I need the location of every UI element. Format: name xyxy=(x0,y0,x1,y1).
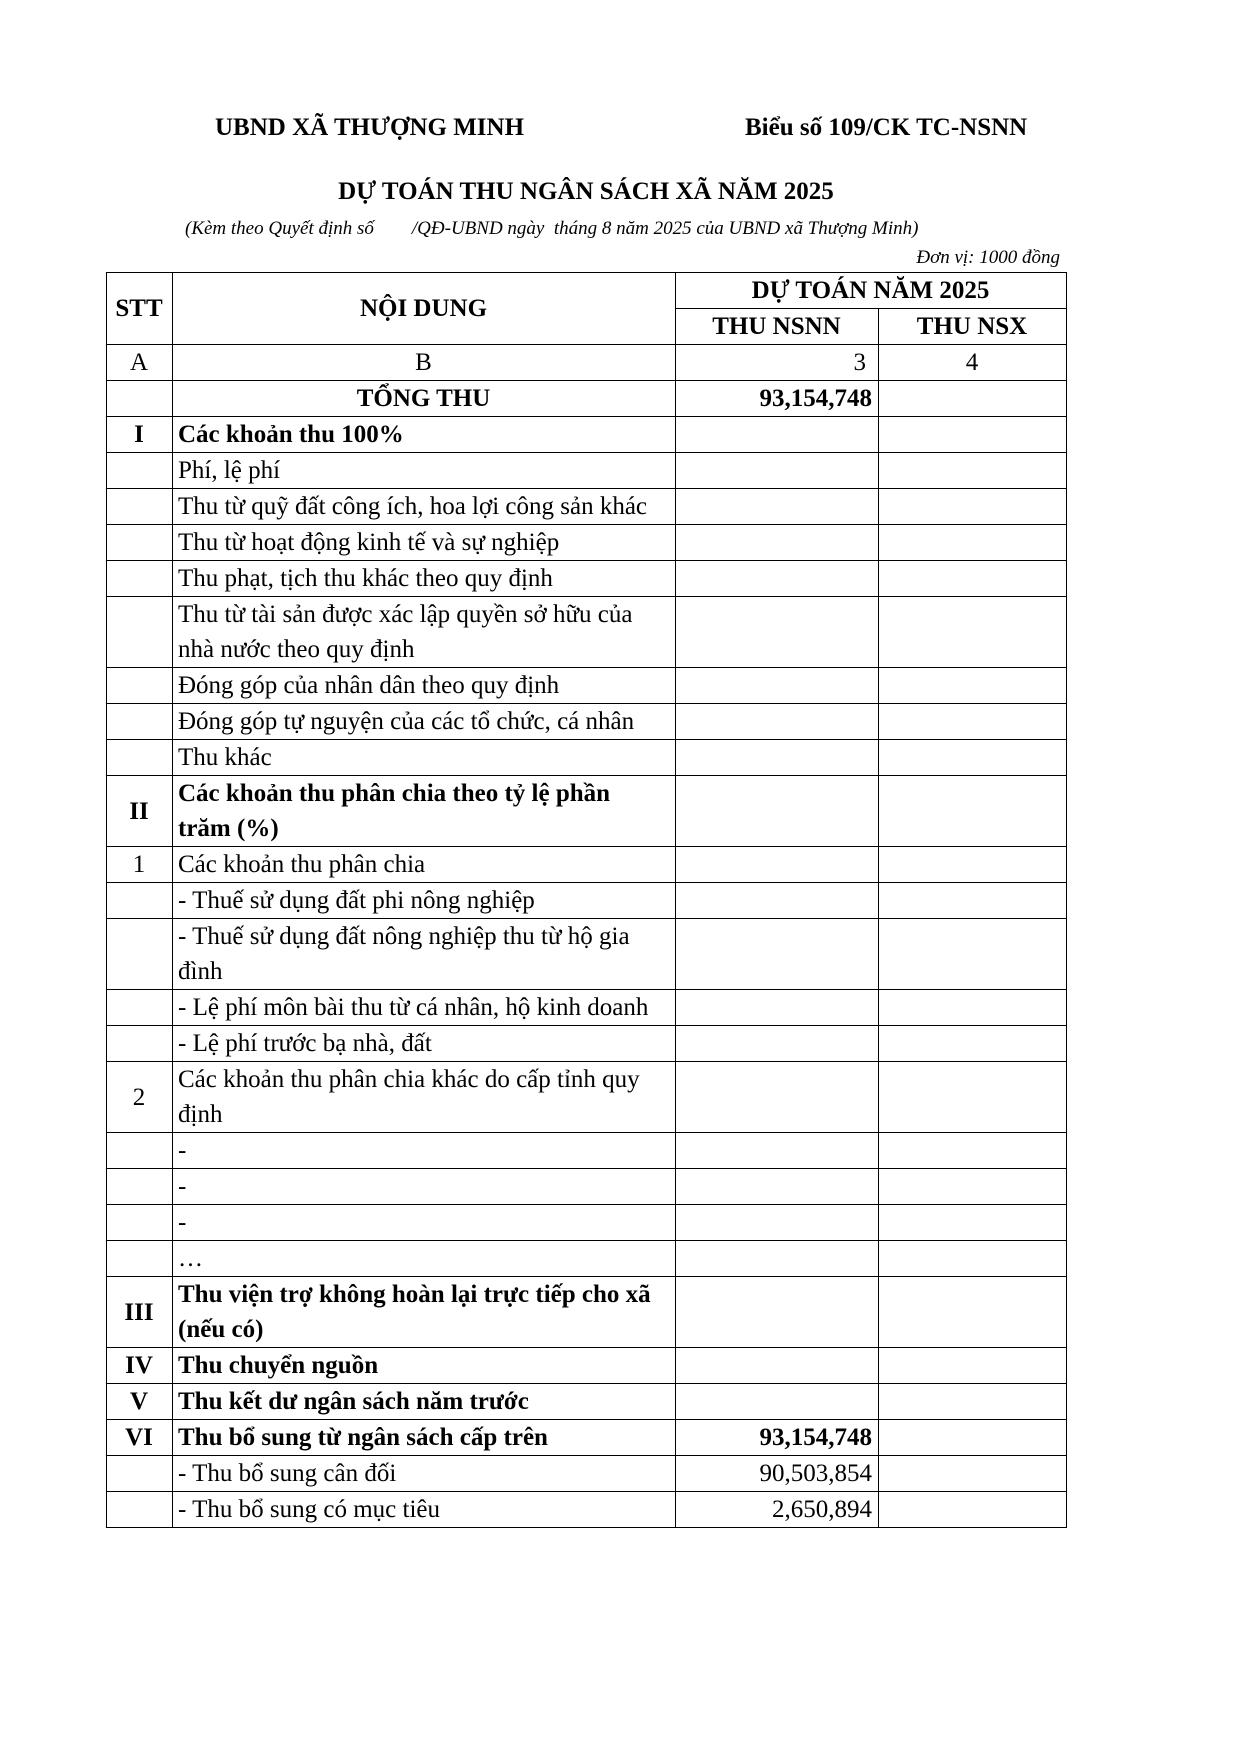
row-content: - Lệ phí trước bạ nhà, đất xyxy=(173,1026,676,1062)
row-thu-nsx xyxy=(879,561,1067,597)
row-stt: 1 xyxy=(107,847,173,883)
table-row xyxy=(107,489,1067,525)
row-content: Thu bổ sung từ ngân sách cấp trên xyxy=(173,1420,676,1456)
form-number: Biểu số 109/CK TC-NSNN xyxy=(745,114,1028,141)
header-stt: STT xyxy=(107,273,173,345)
table-row xyxy=(107,919,1067,990)
table-row xyxy=(107,1348,1067,1384)
row-stt xyxy=(107,1205,173,1241)
table-row xyxy=(107,381,1067,417)
row-content: Phí, lệ phí xyxy=(173,453,676,489)
row-thu-nsx xyxy=(879,704,1067,740)
row-stt xyxy=(107,1133,173,1169)
header-thu-nsx: THU NSX xyxy=(879,309,1067,345)
row-thu-nsnn xyxy=(676,990,879,1026)
row-stt: II xyxy=(107,776,173,847)
row-thu-nsnn xyxy=(676,668,879,704)
row-thu-nsx xyxy=(879,668,1067,704)
table-row xyxy=(107,453,1067,489)
row-thu-nsx xyxy=(879,1026,1067,1062)
row-thu-nsx xyxy=(879,1062,1067,1133)
table-row xyxy=(107,704,1067,740)
row-stt xyxy=(107,453,173,489)
row-stt: 2 xyxy=(107,1062,173,1133)
row-thu-nsx xyxy=(879,597,1067,668)
row-content: … xyxy=(173,1241,676,1277)
row-thu-nsnn xyxy=(676,1348,879,1384)
table-row xyxy=(107,1169,1067,1205)
table-row xyxy=(107,1241,1067,1277)
table-row xyxy=(107,1026,1067,1062)
header-estimate: DỰ TOÁN NĂM 2025 xyxy=(676,273,1067,309)
row-thu-nsnn xyxy=(676,740,879,776)
row-stt: III xyxy=(107,1277,173,1348)
row-thu-nsnn xyxy=(676,847,879,883)
row-content: Các khoản thu phân chia theo tỷ lệ phần trăm (%) xyxy=(173,776,676,847)
row-content: Thu kết dư ngân sách năm trước xyxy=(173,1384,676,1420)
index-b: B xyxy=(173,345,676,381)
row-thu-nsx xyxy=(879,776,1067,847)
table-row xyxy=(107,525,1067,561)
table-row xyxy=(107,1133,1067,1169)
table-row xyxy=(107,561,1067,597)
row-stt xyxy=(107,561,173,597)
table-row xyxy=(107,1492,1067,1528)
row-thu-nsnn xyxy=(676,776,879,847)
row-thu-nsnn xyxy=(676,1241,879,1277)
budget-table xyxy=(106,272,1067,1528)
row-thu-nsx xyxy=(879,453,1067,489)
row-thu-nsx xyxy=(879,883,1067,919)
row-stt: VI xyxy=(107,1420,173,1456)
table-row xyxy=(107,847,1067,883)
header-thu-nsnn: THU NSNN xyxy=(676,309,879,345)
row-stt xyxy=(107,597,173,668)
row-thu-nsnn xyxy=(676,1169,879,1205)
row-thu-nsx xyxy=(879,525,1067,561)
row-content: Các khoản thu phân chia xyxy=(173,847,676,883)
row-stt xyxy=(107,883,173,919)
row-content: Các khoản thu phân chia khác do cấp tỉnh quy định xyxy=(173,1062,676,1133)
row-thu-nsx xyxy=(879,919,1067,990)
row-thu-nsnn xyxy=(676,1062,879,1133)
row-thu-nsx xyxy=(879,1205,1067,1241)
row-stt xyxy=(107,1456,173,1492)
row-content: Thu từ quỹ đất công ích, hoa lợi công sản khác xyxy=(173,489,676,525)
row-content: - Thuế sử dụng đất nông nghiệp thu từ hộ gia đình xyxy=(173,919,676,990)
row-thu-nsnn: 93,154,748 xyxy=(676,1420,879,1456)
row-thu-nsnn xyxy=(676,561,879,597)
row-thu-nsnn xyxy=(676,1205,879,1241)
row-stt xyxy=(107,919,173,990)
row-thu-nsx xyxy=(879,740,1067,776)
table-row xyxy=(107,776,1067,847)
row-thu-nsnn xyxy=(676,597,879,668)
row-content: - Thu bổ sung cân đối xyxy=(173,1456,676,1492)
row-stt xyxy=(107,489,173,525)
table-row xyxy=(107,1420,1067,1456)
page-title: DỰ TOÁN THU NGÂN SÁCH XÃ NĂM 2025 xyxy=(338,178,834,205)
row-thu-nsnn xyxy=(676,489,879,525)
table-row xyxy=(107,668,1067,704)
row-stt xyxy=(107,381,173,417)
table-row xyxy=(107,597,1067,668)
row-content: - Thu bổ sung có mục tiêu xyxy=(173,1492,676,1528)
table-row xyxy=(107,883,1067,919)
table-header-row xyxy=(107,273,1067,309)
row-thu-nsx xyxy=(879,1133,1067,1169)
row-stt: I xyxy=(107,417,173,453)
row-thu-nsnn: 2,650,894 xyxy=(676,1492,879,1528)
row-thu-nsnn: 93,154,748 xyxy=(676,381,879,417)
row-thu-nsx xyxy=(879,489,1067,525)
row-thu-nsx xyxy=(879,381,1067,417)
row-content: Thu phạt, tịch thu khác theo quy định xyxy=(173,561,676,597)
row-thu-nsnn xyxy=(676,1026,879,1062)
row-thu-nsnn xyxy=(676,883,879,919)
row-content: - Lệ phí môn bài thu từ cá nhân, hộ kinh doanh xyxy=(173,990,676,1026)
row-content: Thu từ hoạt động kinh tế và sự nghiệp xyxy=(173,525,676,561)
row-thu-nsnn xyxy=(676,1277,879,1348)
table-row xyxy=(107,990,1067,1026)
table-row xyxy=(107,1277,1067,1348)
row-thu-nsx xyxy=(879,1241,1067,1277)
table-row xyxy=(107,1205,1067,1241)
row-stt: IV xyxy=(107,1348,173,1384)
row-thu-nsx xyxy=(879,847,1067,883)
row-thu-nsnn xyxy=(676,453,879,489)
row-stt xyxy=(107,668,173,704)
row-content: Thu khác xyxy=(173,740,676,776)
row-thu-nsnn xyxy=(676,704,879,740)
row-stt xyxy=(107,1492,173,1528)
row-stt: V xyxy=(107,1384,173,1420)
row-thu-nsnn xyxy=(676,1133,879,1169)
row-thu-nsx xyxy=(879,1384,1067,1420)
row-content: TỔNG THU xyxy=(173,381,676,417)
unit-note: Đơn vị: 1000 đồng xyxy=(916,247,1060,268)
row-stt xyxy=(107,990,173,1026)
table-row xyxy=(107,740,1067,776)
row-content: Thu từ tài sản được xác lập quyền sở hữu của nhà nước theo quy định xyxy=(173,597,676,668)
row-stt xyxy=(107,1169,173,1205)
row-stt xyxy=(107,1241,173,1277)
row-stt xyxy=(107,525,173,561)
row-thu-nsx xyxy=(879,1277,1067,1348)
row-thu-nsx xyxy=(879,1348,1067,1384)
decision-reference: (Kèm theo Quyết định số /QĐ-UBND ngày tháng 8 năm 2025 của UBND xã Thượng Minh) xyxy=(185,218,919,239)
row-thu-nsnn: 90,503,854 xyxy=(676,1456,879,1492)
row-content: Các khoản thu 100% xyxy=(173,417,676,453)
table-row xyxy=(107,1384,1067,1420)
row-content: Thu chuyển nguồn xyxy=(173,1348,676,1384)
index-4: 4 xyxy=(879,345,1067,381)
row-thu-nsnn xyxy=(676,417,879,453)
row-content: Đóng góp của nhân dân theo quy định xyxy=(173,668,676,704)
row-stt xyxy=(107,740,173,776)
row-stt xyxy=(107,1026,173,1062)
row-thu-nsx xyxy=(879,1420,1067,1456)
table-row xyxy=(107,417,1067,453)
row-content: - xyxy=(173,1205,676,1241)
header-content: NỘI DUNG xyxy=(173,273,676,345)
row-thu-nsx xyxy=(879,990,1067,1026)
row-stt xyxy=(107,704,173,740)
row-thu-nsx xyxy=(879,417,1067,453)
index-a: A xyxy=(107,345,173,381)
row-thu-nsnn xyxy=(676,1384,879,1420)
row-content: Thu viện trợ không hoàn lại trực tiếp cho xã (nếu có) xyxy=(173,1277,676,1348)
row-thu-nsnn xyxy=(676,525,879,561)
row-content: - xyxy=(173,1133,676,1169)
table-row xyxy=(107,1062,1067,1133)
row-thu-nsnn xyxy=(676,919,879,990)
table-row xyxy=(107,1456,1067,1492)
row-content: Đóng góp tự nguyện của các tổ chức, cá nhân xyxy=(173,704,676,740)
row-content: - Thuế sử dụng đất phi nông nghiệp xyxy=(173,883,676,919)
index-3: 3 xyxy=(676,345,879,381)
organization-name: UBND XÃ THƯỢNG MINH xyxy=(215,114,525,141)
row-thu-nsx xyxy=(879,1169,1067,1205)
column-index-row xyxy=(107,345,1067,381)
row-content: - xyxy=(173,1169,676,1205)
row-thu-nsx xyxy=(879,1456,1067,1492)
row-thu-nsx xyxy=(879,1492,1067,1528)
